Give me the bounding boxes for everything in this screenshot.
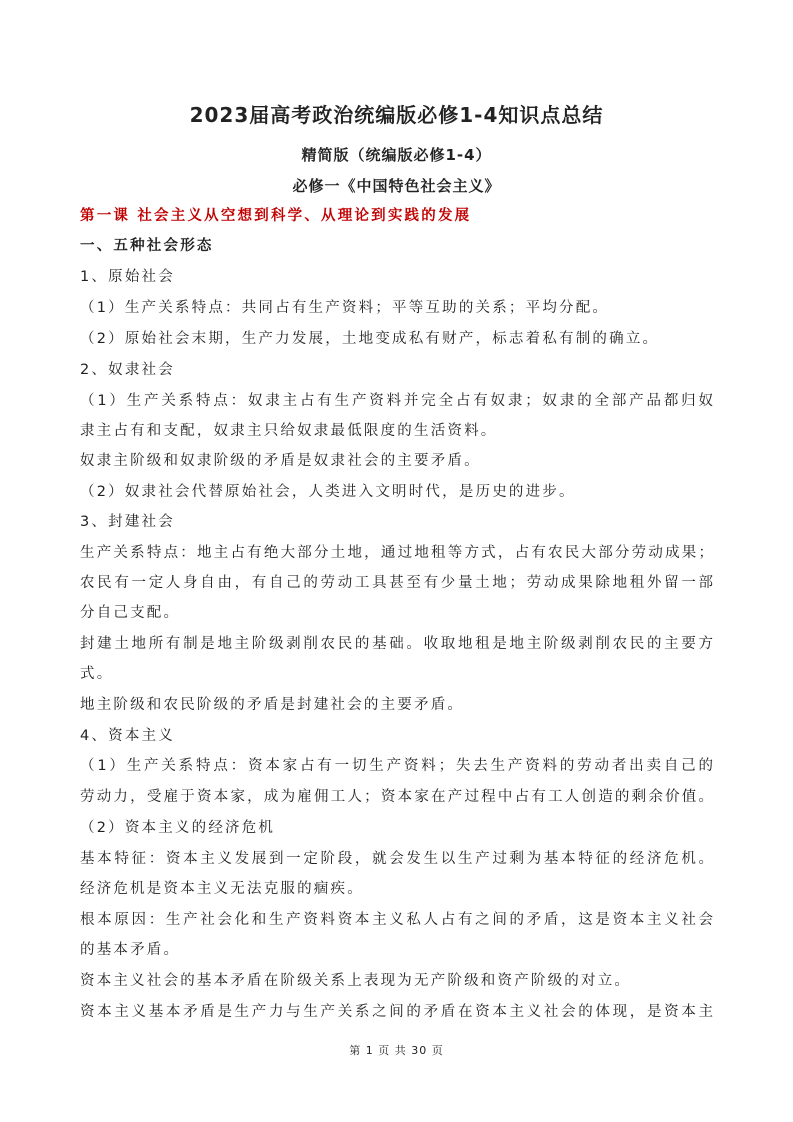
text-line: 封建土地所有制是地主阶级剥削农民的基础。收取地租是地主阶级剥削农民的主要方 [80,636,713,652]
text-line: 根本原因：生产社会化和生产资料资本主义私人占有之间的矛盾，这是资本主义社会 [80,912,713,928]
text-line: （1）生产关系特点：共同占有生产资料；平等互助的关系；平均分配。 [80,300,610,316]
text-line: （1）生产关系特点：奴隶主占有生产资料并完全占有奴隶；奴隶的全部产品都归奴 [80,393,713,409]
text-line: （2）奴隶社会代替原始社会，人类进入文明时代，是历史的进步。 [80,484,576,500]
section-heading: 一、五种社会形态 [80,238,214,254]
text-line: 式。 [80,666,114,682]
text-line: 基本特征：资本主义发展到一定阶段，就会发生以生产过剩为基本特征的经济危机。 [80,851,713,867]
text-line: 隶主占有和支配，奴隶主只给奴隶最低限度的生活资料。 [80,423,498,439]
text-line: （2）资本主义的经济危机 [80,820,276,836]
text-line: 地主阶级和农民阶级的矛盾是封建社会的主要矛盾。 [80,697,465,713]
text-line: （1）生产关系特点：资本家占有一切生产资料；失去生产资料的劳动者出卖自己的 [80,758,713,774]
text-line: 分自己支配。 [80,605,181,621]
text-line: 1、原始社会 [80,269,175,285]
subtitle: 精简版（统编版必修1-4） [301,146,492,164]
document-title: 2023届高考政治统编版必修1-4知识点总结 [189,103,604,127]
text-line: 生产关系特点：地主占有绝大部分土地，通过地租等方式，占有农民大部分劳动成果； [80,545,713,561]
text-line: 的基本矛盾。 [80,942,181,958]
text-line: （2）原始社会末期，生产力发展，土地变成私有财产，标志着私有制的确立。 [80,331,660,347]
text-line: 资本主义社会的基本矛盾在阶级关系上表现为无产阶级和资产阶级的对立。 [80,973,632,989]
text-line: 农民有一定人身自由，有自己的劳动工具甚至有少量土地；劳动成果除地租外留一部 [80,575,713,591]
text-line: 2、奴隶社会 [80,362,175,378]
book-heading: 必修一《中国特色社会主义》 [292,177,501,195]
text-line: 劳动力，受雇于资本家，成为雇佣工人；资本家在产过程中占有工人创造的剩余价值。 [80,789,713,805]
page-footer: 第 1 页 共 30 页 [349,1044,444,1057]
text-line: 3、封建社会 [80,514,175,530]
text-line: 资本主义基本矛盾是生产力与生产关系之间的矛盾在资本主义社会的体现，是资本主 [80,1004,713,1020]
text-line: 奴隶主阶级和奴隶阶级的矛盾是奴隶社会的主要矛盾。 [80,453,481,469]
text-line: 经济危机是资本主义无法克服的痼疾。 [80,881,364,897]
lesson-heading: 第一课 社会主义从空想到科学、从理论到实践的发展 [80,208,472,224]
text-line: 4、资本主义 [80,728,175,744]
